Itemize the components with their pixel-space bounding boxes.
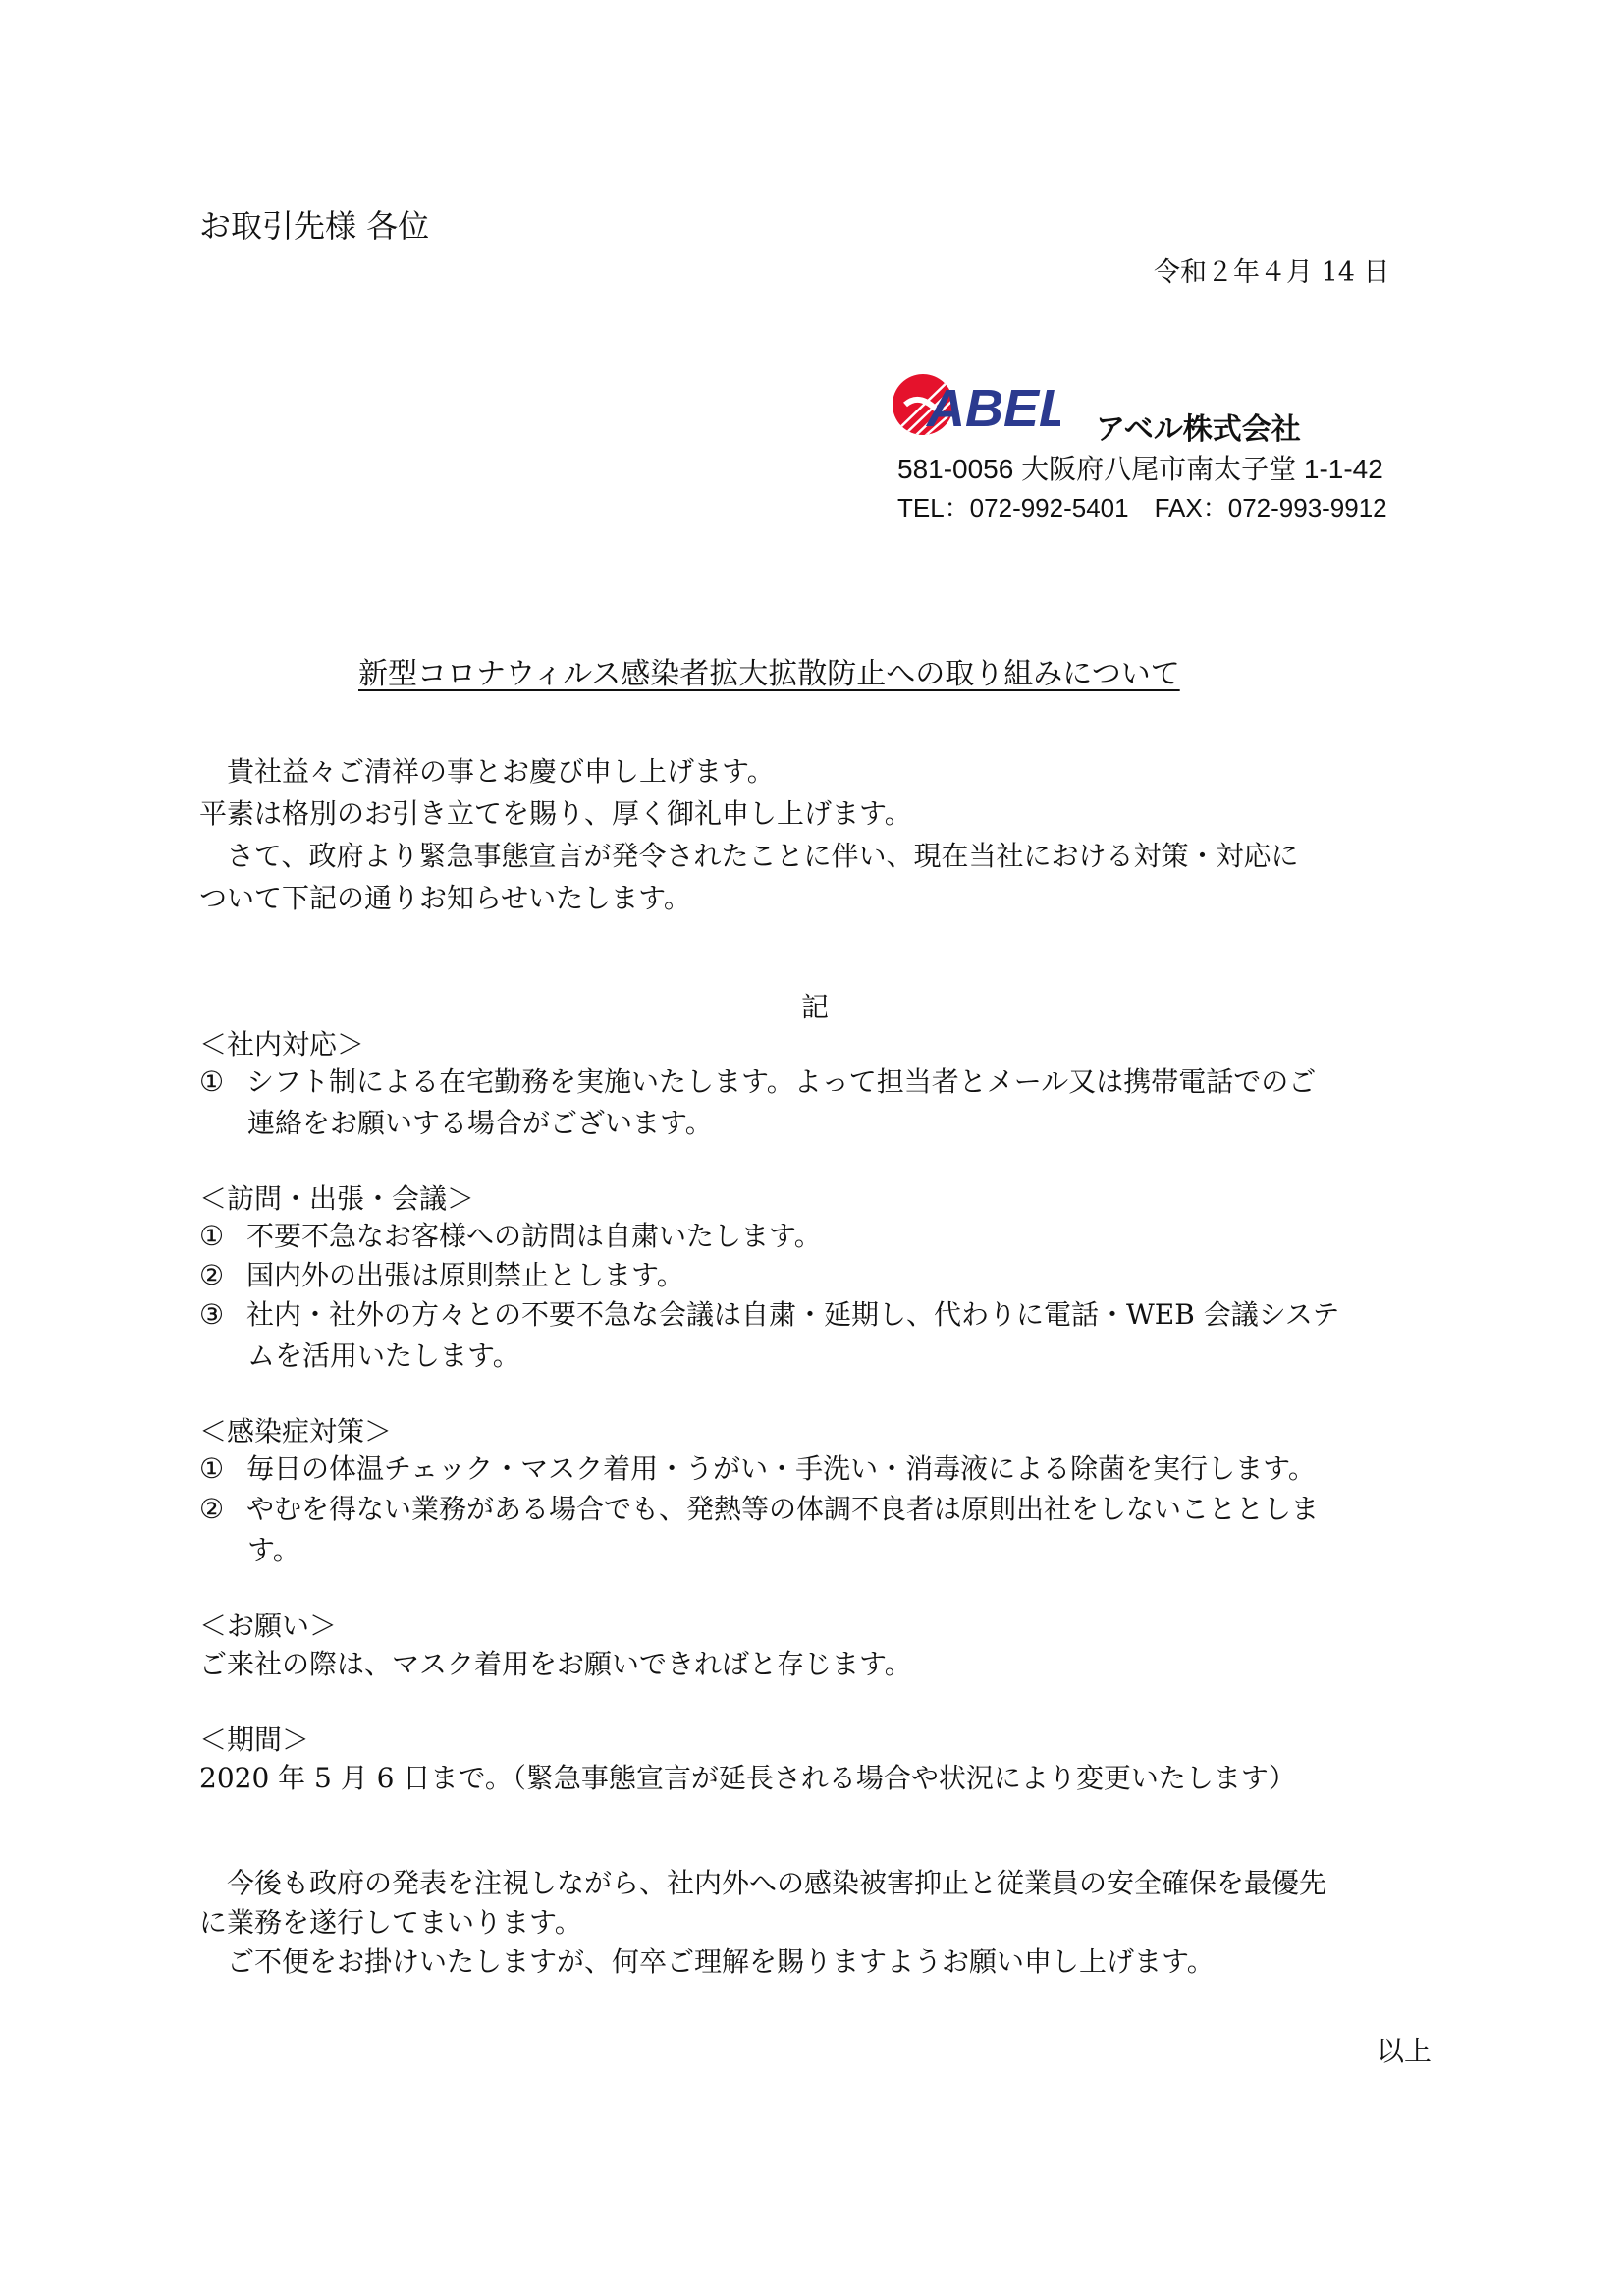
list-item-continuation: す。 — [247, 1534, 300, 1566]
section-heading-infection: ＜感染症対策＞ — [199, 1415, 393, 1448]
ki-mark: 記 — [801, 991, 830, 1023]
svg-text:ABEL: ABEL — [927, 379, 1060, 438]
item-number: ① — [199, 1066, 225, 1098]
abel-logo — [892, 371, 1060, 438]
closing-line: 今後も政府の発表を注視しながら、社内外への感染被害抑止と従業員の安全確保を最優先 — [199, 1867, 1327, 1899]
list-item: ② やむを得ない業務がある場合でも、発熱等の体調不良者は原則出社をしないこととしま — [199, 1488, 1319, 1530]
closing-paragraph — [199, 1864, 1326, 1982]
list-item-continuation: ムを活用いたします。 — [247, 1339, 520, 1372]
abel-logo-icon — [892, 371, 1060, 438]
period-text: 2020 年 5 月 6 日まで。（緊急事態宣言が延長される場合や状況により変更いたします） — [199, 1762, 1296, 1794]
document-title: 新型コロナウィルス感染者拡大拡散防止への取り組みについて — [358, 657, 1180, 691]
closing-line: ご不便をお掛けいたしますが、何卒ご理解を賜りますようお願い申し上げます。 — [199, 1945, 1215, 1978]
section-heading-visits: ＜訪問・出張・会議＞ — [199, 1182, 475, 1215]
item-number: ② — [199, 1493, 225, 1525]
company-name: アベル株式会社 — [1096, 412, 1301, 447]
section-heading-internal: ＜社内対応＞ — [199, 1028, 365, 1061]
item-number: ③ — [199, 1298, 225, 1331]
item-number: ① — [199, 1452, 225, 1485]
intro-line: 貴社益々ご清祥の事とお慶び申し上げます。 — [199, 755, 775, 788]
company-tel-fax: TEL：072-992-5401 FAX：072-993-9912 — [897, 493, 1387, 522]
company-address: 581-0056 大阪府八尾市南太子堂 1-1-42 — [897, 454, 1383, 484]
closing-line: に業務を遂行してまいります。 — [199, 1906, 582, 1939]
intro-paragraph — [199, 750, 1298, 919]
intro-line: ついて下記の通りお知らせいたします。 — [199, 882, 691, 914]
item-number: ② — [199, 1259, 225, 1291]
addressee: お取引先様 各位 — [199, 207, 430, 245]
item-number: ① — [199, 1220, 225, 1252]
list-item: ① シフト制による在宅勤務を実施いたします。よって担当者とメール又は携帯電話でのご — [199, 1061, 1316, 1103]
request-text: ご来社の際は、マスク着用をお願いできればと存じます。 — [199, 1648, 912, 1680]
list-item: ① 不要不急なお客様への訪問は自粛いたします。 — [199, 1215, 822, 1257]
section-heading-period: ＜期間＞ — [199, 1723, 310, 1756]
list-item: ① 毎日の体温チェック・マスク着用・うがい・手洗い・消毒液による除菌を実行します。 — [199, 1448, 1316, 1490]
intro-line: 平素は格別のお引き立てを賜り、厚く御礼申し上げます。 — [199, 797, 912, 830]
section-heading-request: ＜お願い＞ — [199, 1610, 338, 1642]
list-item: ③ 社内・社外の方々との不要不急な会議は自粛・延期し、代わりに電話・WEB 会議システ — [199, 1293, 1339, 1336]
list-item: ② 国内外の出張は原則禁止とします。 — [199, 1254, 684, 1296]
document-date: 令和２年４月 14 日 — [1154, 257, 1390, 288]
list-item-continuation: 連絡をお願いする場合がございます。 — [247, 1107, 713, 1139]
end-mark: 以上 — [1377, 2035, 1433, 2067]
intro-line: さて、政府より緊急事態宣言が発令されたことに伴い、現在当社における対策・対応に — [199, 840, 1299, 872]
